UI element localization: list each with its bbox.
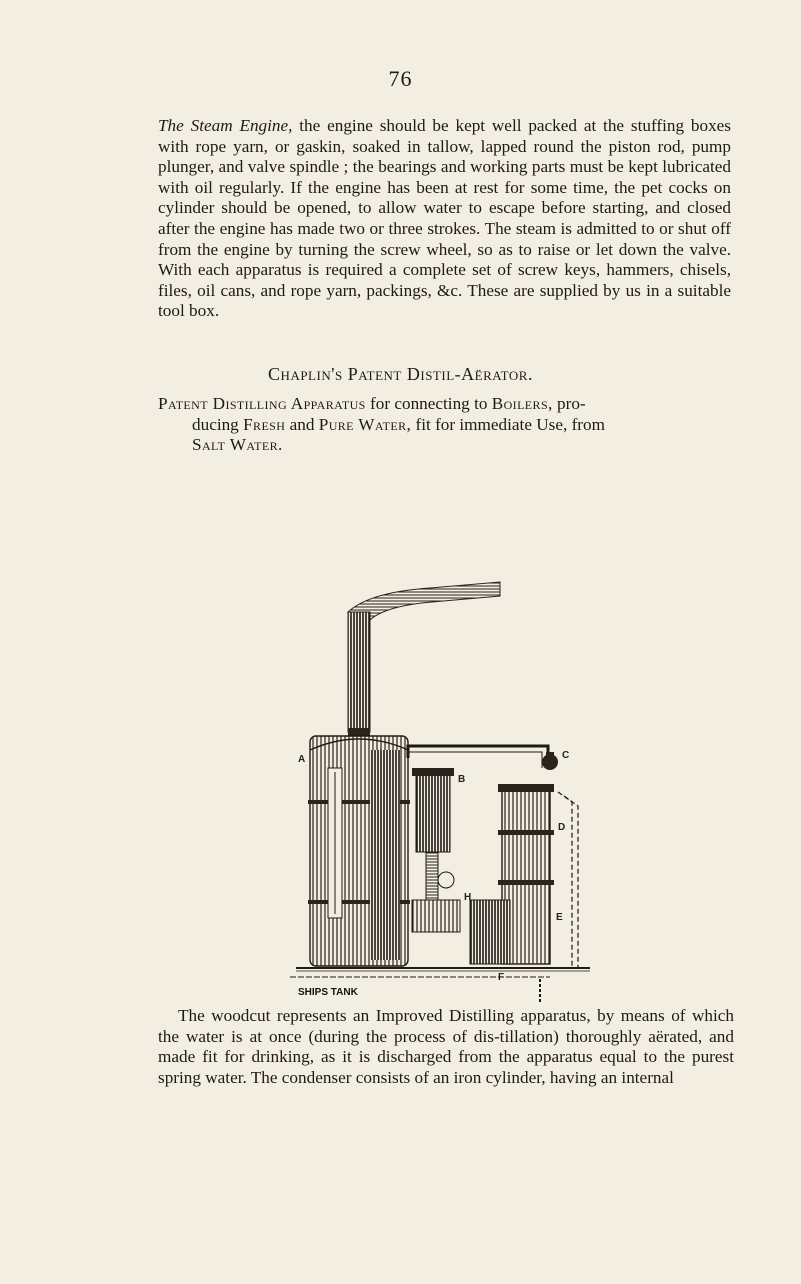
subtitle-part-5: ducing xyxy=(192,414,244,434)
label-c: C xyxy=(562,750,570,761)
paragraph-1-text: the engine should be kept well packed at the stuffing boxes with rope yarn, or gaskin, soaked in tallow, lapped round the piston rod, pump plunger, and valve spindle ; the bearings and working parts must be kept lubricated with oil regularly. If the engine has been at rest for some time, the pet cocks on cylinder should be opened, to allow water to escape before starting, and closed after the engine has made two or three strokes. The steam is admitted to or shut off from the engine by turning the screw wheel, so as to raise or let down the valve. With each apparatus is required a complete set of screw keys, hammers, chisels, files, oil cans, and rope yarn, packings, &c. These are supplied by us in a suitable tool box. xyxy=(158,116,731,321)
subtitle-part-4: pro- xyxy=(552,394,586,413)
subtitle-part-8: Pure Water, xyxy=(318,414,412,434)
subtitle-part-10: Salt Water. xyxy=(192,435,283,455)
subtitle-part-7: and xyxy=(285,414,319,434)
italic-lead: The Steam Engine, xyxy=(158,116,293,135)
page-number: 76 xyxy=(388,66,413,91)
label-b: B xyxy=(458,774,466,785)
paragraph-woodcut: The woodcut represents an Improved Distilling apparatus, by means of which the water is at once (during the process of dis-tillation) thoroughly aërated, and made fit for drinking, as it is discharged from the apparatus equal to the purest spring water. The condenser consists of an iron cylinder, having an internal xyxy=(158,1006,734,1087)
section-heading: Chaplin's Patent Distil-Aërator. xyxy=(268,364,533,384)
distil-aerator-woodcut xyxy=(200,540,620,980)
subtitle-part-6: Fresh xyxy=(243,414,286,434)
paragraph-steam-engine xyxy=(158,116,731,322)
label-d: D xyxy=(558,822,566,833)
subtitle-part-1: Patent Distilling Apparatus xyxy=(158,394,366,413)
ships-tank-label: SHIPS TANK xyxy=(298,987,358,998)
woodcut-illustration xyxy=(200,540,620,980)
label-h: H xyxy=(464,892,472,903)
label-f: F xyxy=(498,972,505,980)
label-a: A xyxy=(298,754,306,765)
label-e: E xyxy=(556,912,563,923)
section-subtitle xyxy=(158,394,734,456)
subtitle-part-9: fit for immediate Use, from xyxy=(411,414,605,434)
subtitle-part-3: Boilers, xyxy=(491,394,553,413)
subtitle-part-2: for connecting to xyxy=(365,394,492,413)
ships-tank-diagram xyxy=(250,975,570,1003)
